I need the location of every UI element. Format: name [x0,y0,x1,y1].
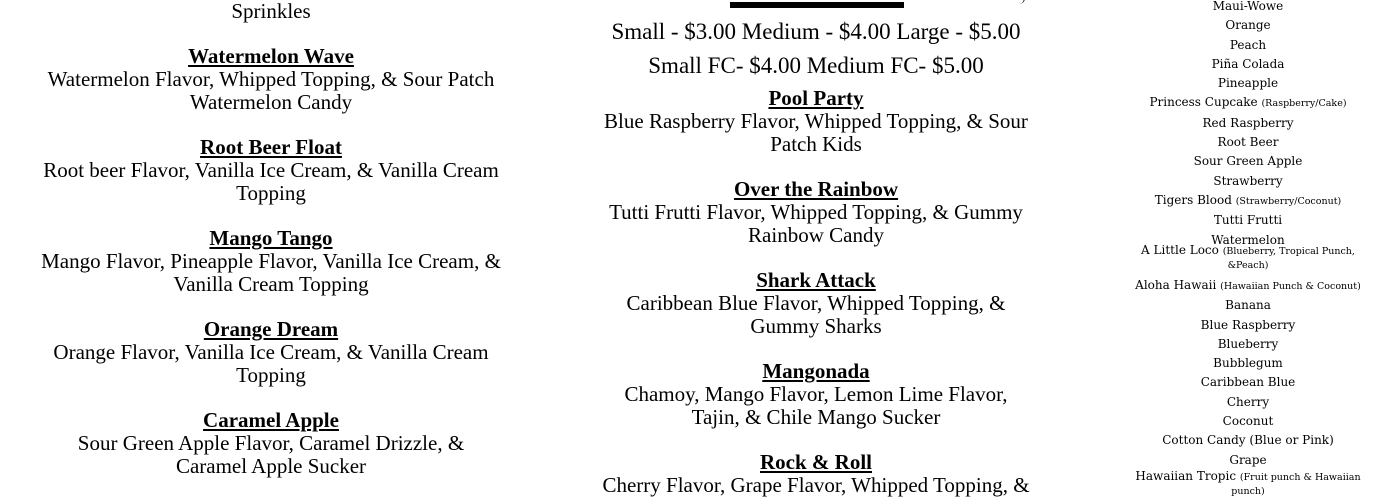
partial-line: Sprinkles [231,0,311,23]
menu-item [600,178,1032,247]
flavor-note: (Strawberry/Coconut) [1235,195,1342,207]
flavor-note: (Raspberry/Cake) [1261,98,1347,110]
item-title: Mangonada [762,359,870,383]
menu-item [600,87,1032,156]
flavor-item: Banana [1225,298,1271,313]
item-title: Caramel Apple [203,408,339,432]
menu-item [40,136,502,205]
flavor-item: Blue Raspberry [1200,317,1296,332]
price-line: Small - $3.00 Medium - $4.00 Large - $5.00 [611,19,1021,44]
middle-menu-column [600,0,1032,500]
price-line-fc: Small FC- $4.00 Medium FC- $5.00 [648,53,984,78]
item-title: Root Beer Float [200,135,342,159]
flavor-item: Coconut [1222,414,1274,429]
item-description: Watermelon Flavor, Whipped Topping, & Sour Patch Watermelon Candy [47,67,495,114]
menu-item [600,360,1032,429]
item-title: Mango Tango [209,226,333,250]
item-description: Caribbean Blue Flavor, Whipped Topping, & Gummy Sharks [626,291,1006,338]
flavor-item: Watermelon [1211,232,1285,247]
partial-description [40,0,502,23]
flavor-item: A Little Loco (Blueberry, Tropical Punch, &Peach) [1141,243,1355,271]
item-description: Cherry Flavor, Grape Flavor, Whipped Topping, & [602,473,1030,497]
flavor-item: Aloha Hawaii (Hawaiian Punch & Coconut) [1135,278,1361,292]
flavor-item: Peach [1229,37,1267,52]
flavor-item: Strawberry [1213,173,1283,188]
flavor-note: (Blueberry, Tropical Punch, &Peach) [1222,246,1355,271]
menu-item [40,409,502,478]
item-description: Root beer Flavor, Vanilla Ice Cream, & Vanilla Cream Topping [43,158,499,205]
flavor-item: Maui-Wowe [1212,0,1284,13]
flavor-item: Sour Green Apple [1193,154,1303,169]
menu-item [600,451,1032,497]
menu-item [40,318,502,387]
item-title: Orange Dream [203,317,339,341]
item-title: Pool Party [768,86,864,110]
flavor-item: Cotton Candy (Blue or Pink) [1162,433,1334,448]
flavor-item: Tigers Blood (Strawberry/Coconut) [1154,192,1342,207]
flavor-item: Blueberry [1217,336,1279,351]
flavor-item: Grape [1229,452,1267,467]
flavor-item: Hawaiian Tropic (Fruit punch & Hawaiian punch) [1135,468,1361,497]
header-rule-tail [1012,0,1025,4]
menu-item [600,269,1032,338]
flavor-item: Princess Cupcake (Raspberry/Cake) [1149,95,1347,110]
flavor-item: Red Raspberry [1202,115,1294,130]
left-menu-column [40,0,502,500]
item-description: Tutti Frutti Flavor, Whipped Topping, & Gummy Rainbow Candy [609,200,1023,247]
flavor-item: Pineapple [1217,76,1279,91]
flavor-item: Bubblegum [1213,356,1283,371]
menu-item [40,227,502,296]
item-description: Sour Green Apple Flavor, Caramel Drizzle, & Caramel Apple Sucker [77,431,465,478]
header-rule [730,2,904,8]
item-title: Over the Rainbow [733,177,899,201]
item-description: Mango Flavor, Pineapple Flavor, Vanilla Ice Cream, & Vanilla Cream Topping [41,249,501,296]
flavor-item: Tutti Frutti [1213,213,1283,228]
flavor-item: Orange [1225,18,1271,33]
flavor-item: Root Beer [1217,135,1279,150]
item-title: Watermelon Wave [188,44,354,68]
flavor-list-column [1120,0,1376,500]
menu-item [40,45,502,114]
flavor-item: Caribbean Blue [1200,375,1296,390]
item-title: Shark Attack [756,268,876,292]
item-description: Blue Raspberry Flavor, Whipped Topping, & Sour Patch Kids [604,109,1028,156]
flavor-list [1120,0,1376,250]
item-description: Chamoy, Mango Flavor, Lemon Lime Flavor, Tajin, & Chile Mango Sucker [624,382,1008,429]
flavor-item: Piña Colada [1211,56,1285,71]
flavor-item: Cherry [1226,394,1270,409]
item-description: Orange Flavor, Vanilla Ice Cream, & Vanilla Cream Topping [53,340,489,387]
flavor-list-continued [1120,244,1376,498]
item-title: Rock & Roll [760,450,872,474]
flavor-note: (Fruit punch & Hawaiian punch) [1231,471,1361,497]
flavor-note: (Hawaiian Punch & Coconut) [1220,281,1361,292]
